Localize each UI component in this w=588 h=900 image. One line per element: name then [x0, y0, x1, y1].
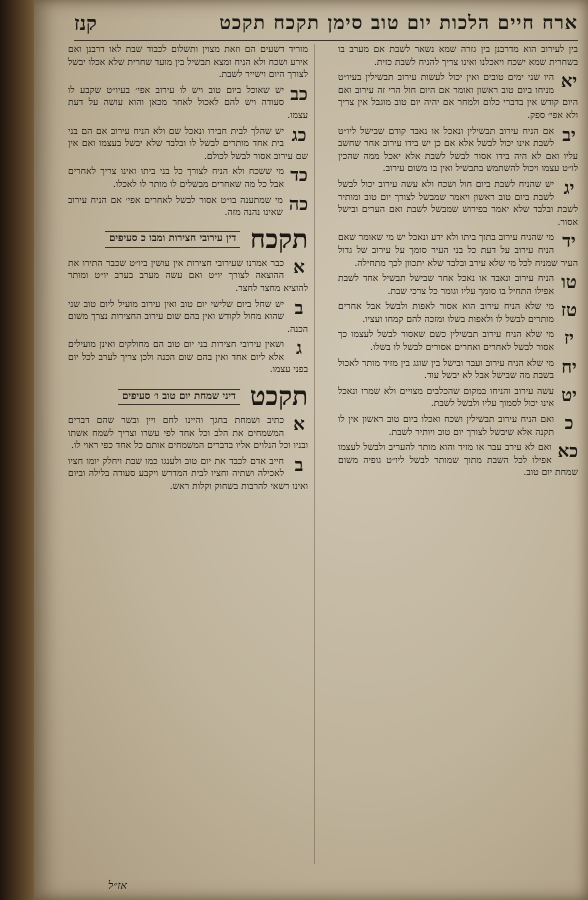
seif-marker: יט [561, 385, 577, 406]
left-column-paragraphs [68, 44, 308, 220]
siman-heading [68, 226, 308, 254]
paragraph [338, 179, 578, 229]
seif-marker: כא [557, 442, 578, 463]
seif-marker: ב [294, 455, 304, 476]
paragraph [338, 44, 578, 69]
paragraph [68, 85, 308, 123]
paragraph-text: עשה עירוב והניחו במקום שהכלבים מצויים ולא שמרו ונאכל אינו יכול לסמוך עליו ולבשל לשבת. [338, 385, 554, 410]
paragraph-text: חייב אדם לכבד את יום טוב ולענגו כמו שבת ויחלק יומו חציו לאכילה ושתיה וחציו לבית המדרש ויקבע סעודה בלילה וביום ואינו רשאי להרבות בשחוק וקלות ראש. [68, 455, 308, 493]
paragraph-text: מי ששכח ולא הניח לצורך כל בני ביתו ואינו צריך לאחרים אבל כל מה שאחרים מבשלים לו מותר לו לאכלו. [68, 166, 284, 190]
seif-marker: כג [291, 125, 307, 146]
paragraph [68, 44, 308, 82]
paragraph [338, 358, 578, 383]
seif-marker: יח [561, 357, 577, 378]
column-divider [314, 44, 315, 864]
siman-number: תקכט [249, 382, 308, 413]
paragraph-text: מי שהניח עירוב בתוך ביתו ולא ידע ונאכל יש מי שאומר שאם הניח עירוב על דעת כל בני העיר סומך על עירוב של גדול העיר שמניח לכל מי שלא עירב ובלבד שלא יתכוון לכך מתחילה. [338, 232, 578, 269]
seif-marker: יג [563, 178, 575, 199]
paragraph-text: מוריד דשעים הם וזאת מצוין ותשלום לכבוד שבת לאו דרבנן ואם אירע ושכח ולא הניח ומצא תבשיל בין מועד שחרית שלא אכלו יבשל לצורך היום וישייר לשבת. [68, 44, 308, 81]
paragraph [68, 415, 308, 453]
seif-marker: יא [560, 72, 578, 93]
book-page [34, 0, 588, 900]
right-column [338, 44, 578, 864]
paragraph-text: יש שחל ביום שלישי יום טוב ואין עירוב מועיל ליום טוב שני שהוא מחול לקודש ואין בהם שום עירוב החצירות נצרך משום הכנה. [68, 298, 308, 335]
paragraph-text: ואם הניח עירוב תבשילין ושכח ואכלו ביום טוב ראשון אין לו תקנה אלא שיבשל לצורך יום טוב ויותיר לשבת. [338, 414, 554, 438]
catchword: אז״ל [108, 879, 127, 892]
siman-number: תקכח [250, 224, 308, 255]
siman-title: דין עירובי חצירות ומבו כ סעיפים [105, 231, 240, 248]
seif-marker: טז [561, 301, 577, 322]
seif-marker: א [293, 415, 305, 436]
paragraph-text: יש שהלך לבית חבירו ונאכל שם ולא הניח עירוב אם הם בני בית אחד מותרים לבשל לו ובלבד שלא יבשל בעצמו ואם אין שם עירוב אסור לבשל לכולם. [68, 125, 308, 162]
siman-heading [68, 383, 308, 411]
paragraph [68, 258, 308, 296]
running-title: ארח חיים הלכות יום טוב סימן תקכח תקכט [219, 11, 578, 34]
seif-marker: כב [290, 84, 308, 105]
paragraph [68, 126, 308, 164]
paragraph-text: מי שמתענה בו״ט אסור לבשל לאחרים אפי׳ אם הניח עירוב שאינו נהנה מזה. [68, 194, 283, 219]
paragraph [68, 299, 308, 337]
paragraph [338, 126, 578, 176]
seif-marker: כד [290, 166, 308, 187]
seif-marker: יד [562, 232, 576, 253]
paragraph [338, 273, 578, 298]
siman-title: דיני שמחת יום טוב ו׳ סעיפים [118, 389, 240, 406]
paragraph [68, 339, 308, 377]
paragraph [338, 386, 578, 411]
paragraph [338, 72, 578, 122]
left-column [68, 44, 308, 864]
seif-marker: כה [288, 194, 308, 215]
paragraph-text: יש שהניח לשבת ביום חול ושכח ולא עשה עירוב יכול לבשל לשבת ביום טוב ראשון ויאמר שמבשל לצורך יום טוב ומותיר לשבת ובלבד שלא יאמר בפירוש שמבשל לשבת ואם הערים ובישל אסור. [338, 178, 578, 228]
paragraph-text: מי שלא הניח עירוב ועבר ובישל בין שוגג בין מזיד מותר לאכול בשבת מה שבישל אבל לא יבשל עוד. [338, 357, 554, 382]
paragraph [68, 166, 308, 191]
seif-marker: יב [562, 125, 576, 146]
paragraph [338, 329, 578, 354]
paragraph-text: ושאין עירובי חצירות בני יום טוב הם מחולקים ואינן מועילים אלא ליום אחד ואין בהם שום הכנה ולכן צריך לערב לכל יום בפני עצמו. [68, 339, 308, 376]
page-header [74, 6, 578, 41]
seif-marker: כ [564, 414, 574, 435]
paragraph-text: ואם לא עירב עבר או מזיד והוא מותר להעריב ולבשל לעצמו אפילו לכל השבת מתוך שמותר לבשל ליו״ט גופיה משום שמחת יום טוב. [338, 442, 578, 479]
paragraph [68, 195, 308, 220]
paragraph-text: מי שלא הניח עירוב הוא אסור לאפות ולבשל אבל אחרים מותרים לבשל לו ולאפות בשלו ומזכה להם קמחו ועציו. [338, 301, 554, 325]
seif-marker: יז [564, 329, 574, 350]
paragraph-text: הניח עירוב ונאבד או נאכל אחר שבישל תבשיל אחד לשבת אפילו התחיל בו סומך עליו וגומר כל צרכי שבת. [338, 273, 554, 297]
paragraph-text: כבר אמרנו שעירובי חצירות אין עושין ביו״ט שכבר התירו את ההוצאה לצורך יו״ט ואם עשה מערב בערב יו״ט ומותר להוציא מחצר לחצר. [68, 257, 308, 294]
siman-paragraphs [68, 258, 308, 377]
paragraph-text: בין לעירוב הוא מדרבנן בין גזרה שמא נשאר לשבת אם מערב בו בשחרית שמא ישכח ויאכלנו ואינו צריך להניח לשבת כזית. [338, 44, 578, 68]
paragraph-text: יש שאוכל ביום טוב ויש לו עירוב אפי׳ בעיו״ט שקבע לו סעודה ויש להם לאכול לאחר מכאן והוא עושה על דעת עצמו. [68, 84, 308, 121]
paragraph [68, 456, 308, 494]
paragraph [338, 414, 578, 439]
paragraph [338, 232, 578, 270]
paragraph [338, 442, 578, 480]
siman-paragraphs [68, 415, 308, 494]
seif-marker: ג [296, 339, 302, 360]
paragraph-text: אם הניח עירוב תבשילין ונאכל או נאבד קודם שבישל ליו״ט לשבת אינו יכול לבשל אלא אם כן יש בידו עירוב אחר שחשב עליו ואם לא היה בידו אסור לבשל לשבת אלא יאכל ממה שהכין לו״ט עצמו ויכול להשתמש בתבשיל ואין בו משום עירוב. [338, 125, 578, 175]
paragraph-text: כתיב ושמחת בחגך והיינו לחם ויין ובשר שהם דברים המשמחים את הלב וכל אחד לפי עשרו וצריך לשמח אשתו ובניו וכל הנלוים אליו בדברים המשמחים אותם כל אחד כפי ראוי לו. [68, 415, 308, 452]
seif-marker: טו [561, 273, 577, 294]
folio-number: קנז [74, 10, 97, 35]
paragraph-text: היו שני ימים טובים ואין יכול לעשות עירוב תבשילין בעיו״ט מניחו ביום טוב ראשון ואומר אם היום חול הרי זה עירוב ואם היום קודש אין בדברי כלום ולמחר אם יהיה יום טוב מוגבל אין צריך ולא אפי׳ ספק. [338, 72, 578, 121]
seif-marker: א [293, 257, 305, 278]
paragraph-text: מי שלא הניח עירוב תבשילין כשם שאסור לבשל לעצמו כך אסור לבשל לאחרים ואחרים אסורים לבשל לו בשלו. [338, 329, 554, 354]
seif-marker: ב [294, 298, 304, 319]
paragraph [338, 301, 578, 326]
